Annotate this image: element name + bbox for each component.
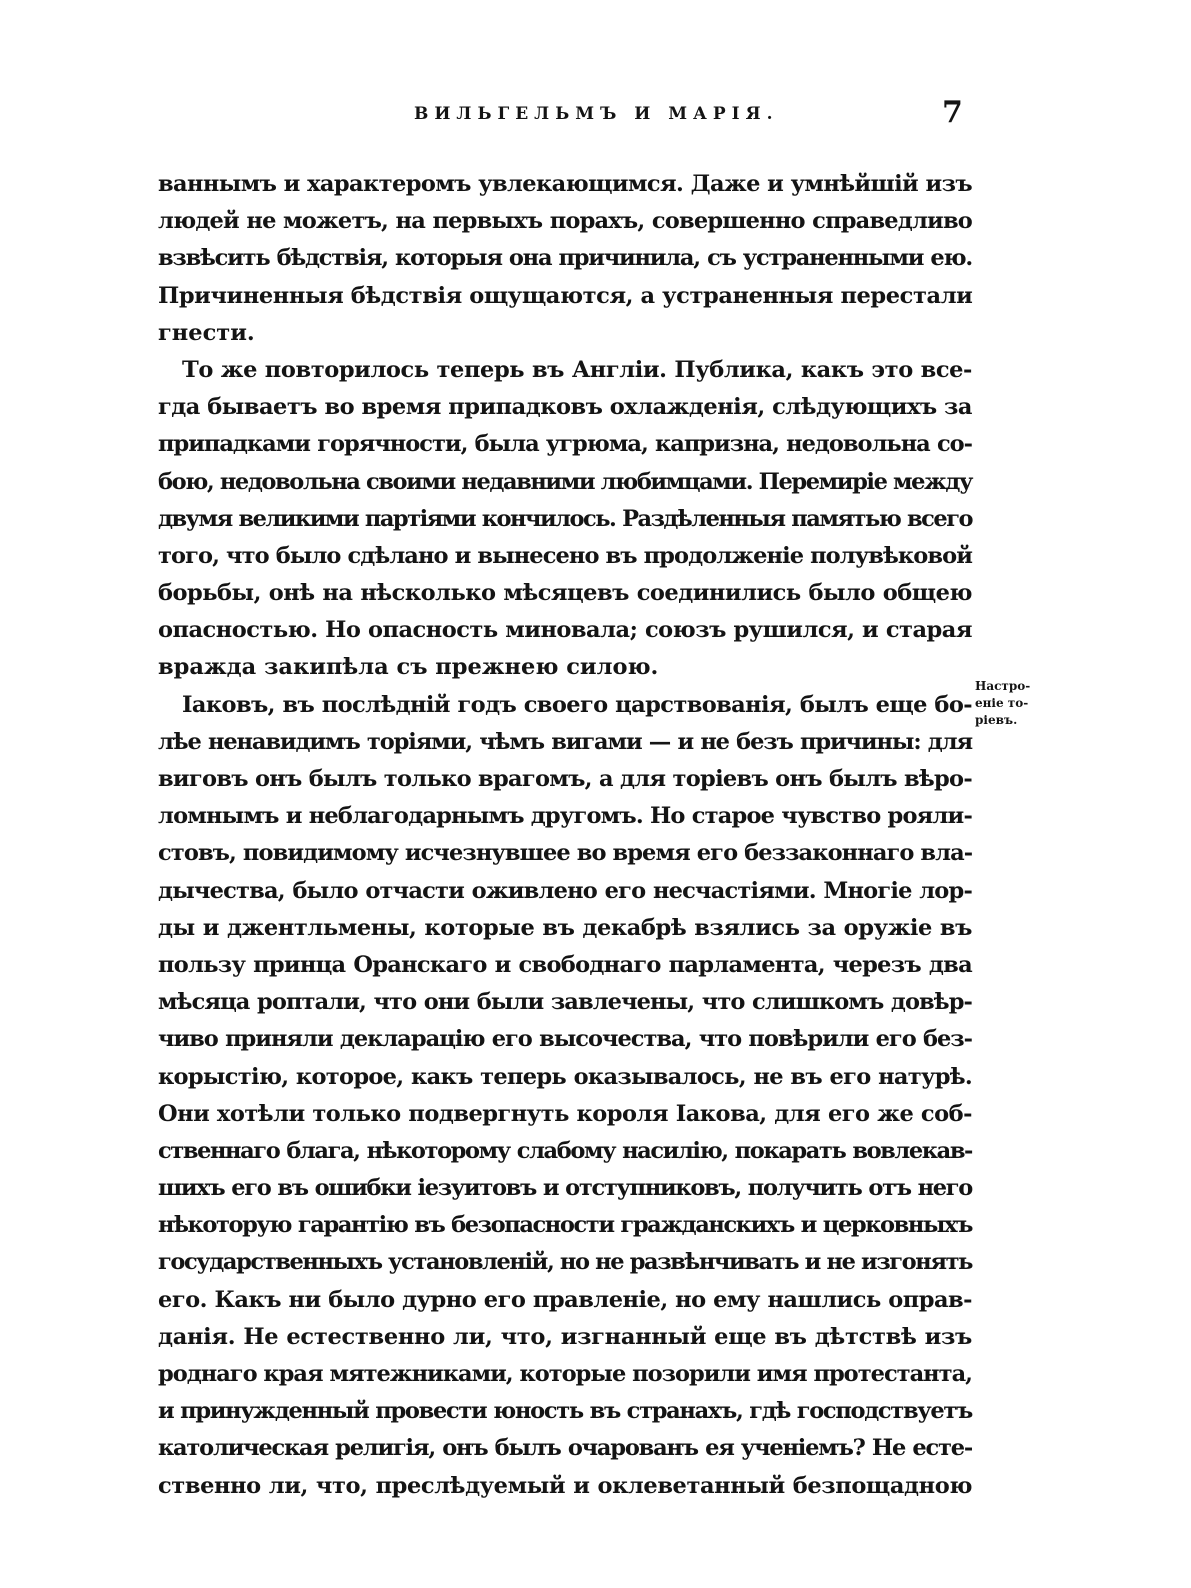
text-line: ственнаго блага, нѣкоторому слабому насилію, покарать вовлекав- (158, 1137, 972, 1164)
text-line: католическая религія, онъ былъ очарованъ ея ученіемъ? Не есте- (158, 1435, 972, 1462)
text-line: нѣкоторую гарантію въ безопасности гражданскихъ и церковныхъ (158, 1212, 972, 1239)
text-line: лѣе ненавидимъ торіями, чѣмъ вигами — и не безъ причины: для (158, 728, 972, 755)
text-line: стовъ, повидимому исчезнувшее во время его беззаконнаго вла- (158, 840, 973, 867)
text-line: мѣсяца роптали, что они были завлечены, что слишкомъ довѣр- (158, 989, 972, 1016)
paragraph-2 (158, 352, 972, 687)
text-line: шихъ его въ ошибки іезуитовъ и отступниковъ, получить отъ него (158, 1175, 972, 1202)
text-line: бою, недовольна своими недавними любимцами. Перемиріе между (158, 468, 972, 495)
text-line: дычества, было отчасти оживлено его несчастіями. Многіе лор- (158, 877, 972, 904)
text-line: и принужденный провести юность въ странахъ, гдѣ господствуетъ (158, 1398, 972, 1425)
text-line: Іаковъ, въ послѣдній годъ своего царствованія, былъ еще бо- (182, 691, 972, 718)
text-line: виговъ онъ былъ только врагомъ, а для торіевъ онъ былъ вѣро- (158, 766, 972, 792)
text-line: вражда закипѣла съ прежнею силою. (158, 654, 659, 681)
text-line: взвѣсить бѣдствія, которыя она причинила, съ устраненными ею. (158, 245, 972, 272)
paragraph-3 (158, 687, 972, 1505)
text-line: людей не можетъ, на первыхъ порахъ, совершенно справедливо (158, 208, 972, 235)
text-line: роднаго края мятежниками, которые позорили имя протестанта, (158, 1361, 972, 1387)
text-line: пользу принца Оранскаго и свободнаго парламента, черезъ два (158, 951, 972, 978)
text-line: гда бываетъ во время припадковъ охлажденія, слѣдующихъ за (158, 394, 972, 421)
text-line: борьбы, онѣ на нѣсколько мѣсяцевъ соединились было общею (158, 580, 972, 607)
text-line: государственныхъ установленій, но не развѣнчивать и не изгонять (158, 1249, 972, 1276)
margin-note-line: еніе то- (975, 696, 1029, 710)
text-line: гнести. (158, 319, 255, 346)
text-line: опасностью. Но опасность миновала; союзъ рушился, и старая (158, 617, 972, 644)
margin-note-line: ріевъ. (975, 713, 1018, 727)
text-line: Они хотѣли только подвергнуть короля Іакова, для его же соб- (158, 1100, 972, 1127)
text-line: двумя великими партіями кончилось. Раздѣленныя памятью всего (158, 505, 972, 532)
text-line: То же повторилось теперь въ Англіи. Публика, какъ это все- (182, 356, 972, 383)
running-title: ВИЛЬГЕЛЬМЪ И МАРІЯ. (414, 104, 779, 124)
text-line: ственно ли, что, преслѣдуемый и оклеветанный безпощадною (158, 1472, 972, 1499)
margin-note-line: Настро- (975, 679, 1031, 693)
body-text (158, 166, 972, 1505)
page-number: 7 (942, 95, 963, 130)
text-line: его. Какъ ни было дурно его правленіе, но ему нашлись оправ- (158, 1286, 972, 1313)
text-line: корыстію, которое, какъ теперь оказывалось, не въ его натурѣ. (158, 1063, 972, 1090)
text-line: данія. Не естественно ли, что, изгнанный еще въ дѣтствѣ изъ (158, 1323, 972, 1350)
text-line: ломнымъ и неблагодарнымъ другомъ. Но старое чувство рояли- (158, 803, 972, 830)
paragraph-1 (158, 166, 972, 352)
margin-note (975, 678, 1045, 729)
text-line: ваннымъ и характеромъ увлекающимся. Даже и умнѣйшій изъ (158, 171, 972, 197)
text-line: того, что было сдѣлано и вынесено въ продолженіе полувѣковой (158, 542, 972, 569)
text-line: чиво приняли декларацію его высочества, что повѣрили его без- (158, 1026, 972, 1053)
text-line: ды и джентльмены, которые въ декабрѣ взялись за оружіе въ (158, 914, 972, 941)
text-line: Причиненныя бѣдствія ощущаются, а устраненныя перестали (158, 282, 973, 309)
text-line: припадками горячности, была угрюма, капризна, недовольна со- (158, 431, 972, 458)
